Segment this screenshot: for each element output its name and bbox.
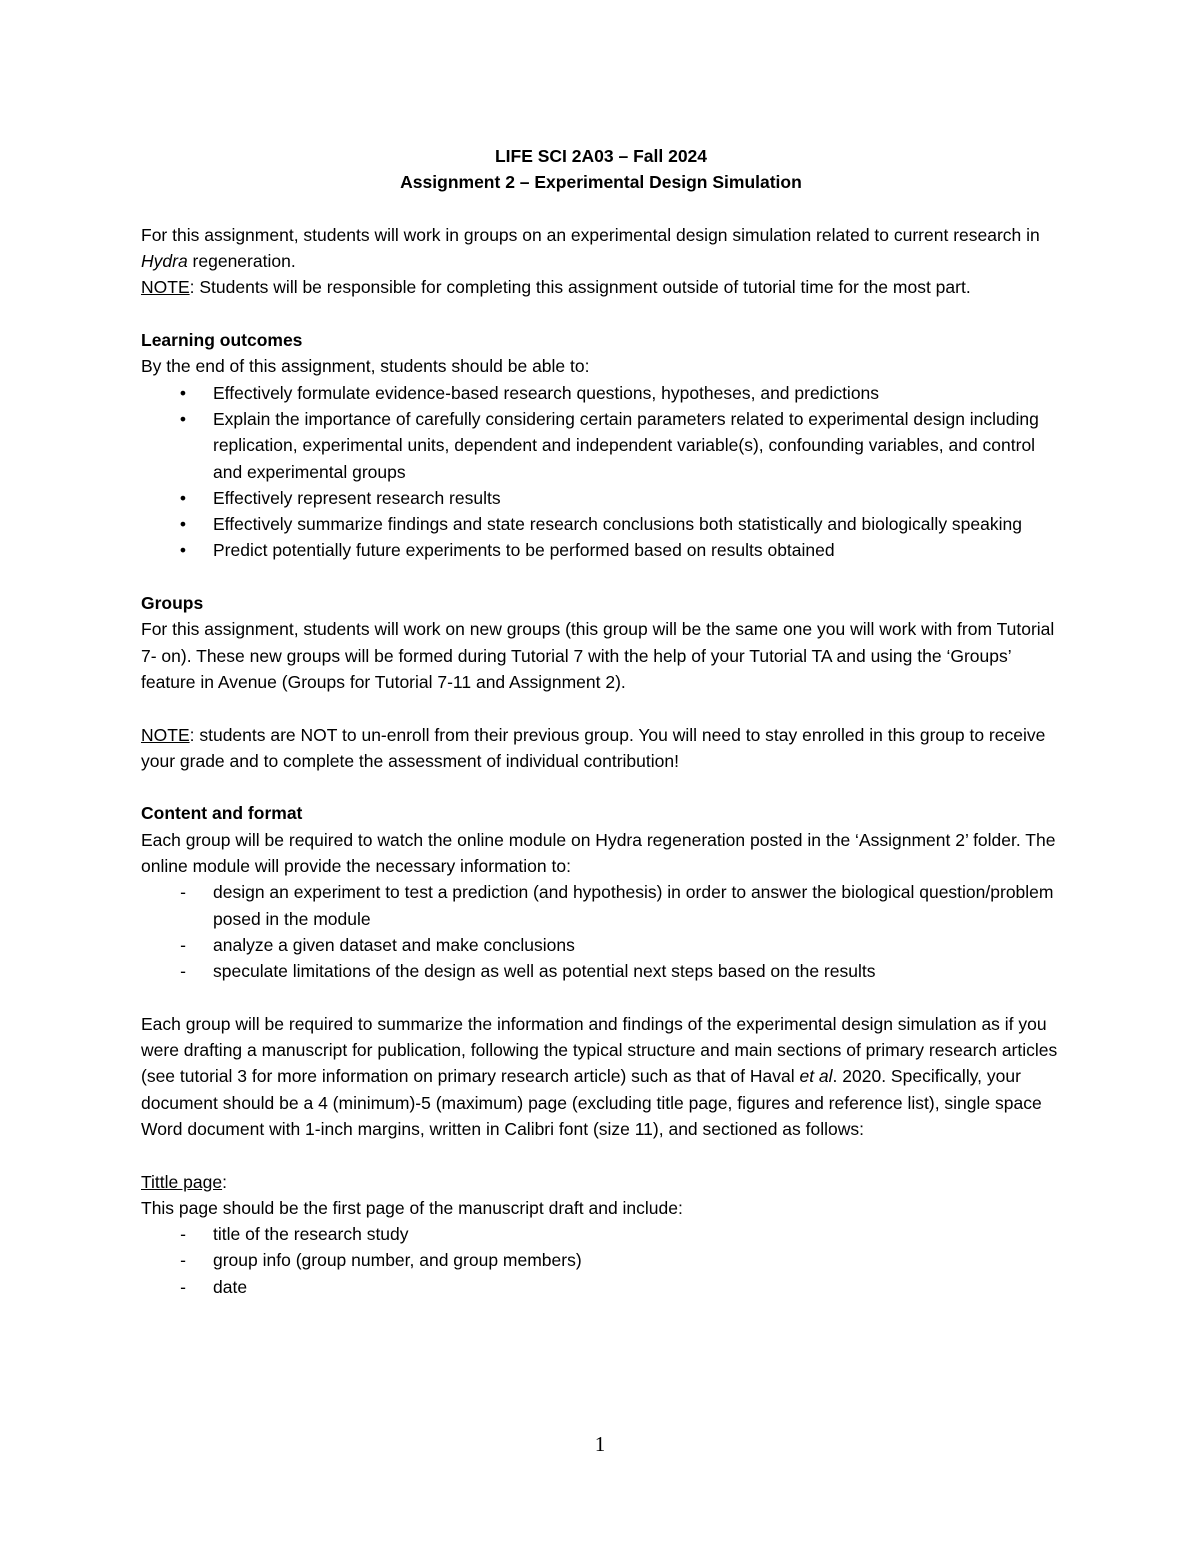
groups-note: NOTE: students are NOT to un-enroll from their previous group. You will need to stay enrolled in this group to receive your grade and to complete the assessment of individual contribution!: [141, 724, 1046, 771]
list-item-text: Effectively formulate evidence-based research questions, hypotheses, and predictions: [213, 382, 880, 403]
note-label: NOTE: [141, 277, 190, 298]
course-title: LIFE SCI 2A03 – Fall 2024: [494, 146, 708, 166]
intro-paragraph: For this assignment, students will work in groups on an experimental design simulation related to current research in Hydra regeneration.: [141, 224, 1040, 272]
content-format-item: [141, 932, 1061, 958]
list-item-text: date: [213, 1276, 248, 1297]
content-format-lead: Each group will be required to watch the online module on Hydra regeneration posted in the ‘Assignment 2’ folder. The online module will provide the necessary information to:: [141, 829, 1056, 877]
list-item-text: design an experiment to test a prediction (and hypothesis) in order to answer the biological question/problem posed in the module: [213, 882, 1054, 929]
bullet-marker: •: [179, 487, 187, 508]
intro-note: NOTE: Students will be responsible for completing this assignment outside of tutorial time for the most part.: [141, 277, 971, 298]
et-al-italic: et al: [799, 1066, 833, 1087]
list-item-text: title of the research study: [213, 1224, 409, 1245]
bullet-marker: -: [180, 882, 186, 903]
list-item-text: Effectively represent research results: [213, 487, 501, 508]
list-item-text: group info (group number, and group members): [213, 1250, 582, 1271]
bullet-marker: -: [180, 961, 186, 982]
bullet-marker: -: [180, 1224, 186, 1245]
list-item-text: speculate limitations of the design as well as potential next steps based on the results: [213, 961, 876, 982]
content-format-heading: Content and format: [141, 803, 303, 824]
learning-outcomes-heading: Learning outcomes: [141, 330, 303, 351]
groups-paragraph: For this assignment, students will work on new groups (this group will be the same one you will work with from Tutorial 7- on). These new groups will be formed during Tutorial 7 with the help of your Tutorial TA and using the ‘Groups’ feature in Avenue (Groups for Tutorial 7-11 and Assignment 2).: [141, 619, 1055, 692]
learning-outcome-item: [141, 485, 1061, 511]
title-page-list: [141, 1221, 1061, 1300]
title-page-heading: Tittle page:: [141, 1171, 227, 1192]
title-page-lead: This page should be the first page of the manuscript draft and include:: [141, 1197, 683, 1218]
content-format-item: [141, 958, 1061, 984]
content-format-list: [141, 879, 1061, 984]
bullet-marker: •: [179, 540, 187, 561]
learning-outcome-item: [141, 511, 1061, 537]
document-body: [141, 143, 1061, 1300]
groups-heading: Groups: [141, 593, 204, 614]
bullet-marker: •: [179, 408, 187, 429]
bullet-marker: -: [180, 1276, 186, 1297]
learning-outcomes-list: [141, 380, 1061, 564]
summary-paragraph: Each group will be required to summarize the information and findings of the experimental design simulation as if you were drafting a manuscript for publication, following the typical structure and main sections of primary research articles (see tutorial 3 for more information on primary research article) such as that of Haval et al. 2020. Specifically, your document should be a 4 (minimum)-5 (maximum) page (excluding title page, figures and reference list), single space Word document with 1-inch margins, written in Calibri font (size 11), and sectioned as follows:: [141, 1013, 1058, 1139]
title-page-item: [141, 1221, 1061, 1247]
bullet-marker: -: [180, 1250, 186, 1271]
bullet-marker: •: [179, 514, 187, 535]
bullet-marker: •: [179, 382, 187, 403]
list-item-text: Predict potentially future experiments to be performed based on results obtained: [213, 540, 835, 561]
bullet-marker: -: [180, 934, 186, 955]
list-item-text: Explain the importance of carefully considering certain parameters related to experimental design including replication, experimental units, dependent and independent variable(s), confounding variables, and control and experimental groups: [213, 408, 1039, 482]
content-format-item: [141, 879, 1061, 932]
assignment-title: Assignment 2 – Experimental Design Simulation: [400, 172, 802, 193]
learning-outcome-item: [141, 380, 1061, 406]
learning-outcome-item: [141, 406, 1061, 485]
list-item-text: Effectively summarize findings and state research conclusions both statistically and biologically speaking: [213, 514, 1022, 535]
page-number: 1: [594, 1432, 606, 1456]
title-page-item: [141, 1247, 1061, 1273]
learning-outcomes-lead: By the end of this assignment, students should be able to:: [141, 356, 590, 377]
hydra-italic: Hydra: [141, 251, 188, 272]
title-page-item: [141, 1274, 1061, 1300]
note-label: NOTE: [141, 724, 190, 745]
list-item-text: analyze a given dataset and make conclusions: [213, 934, 575, 955]
learning-outcome-item: [141, 537, 1061, 563]
